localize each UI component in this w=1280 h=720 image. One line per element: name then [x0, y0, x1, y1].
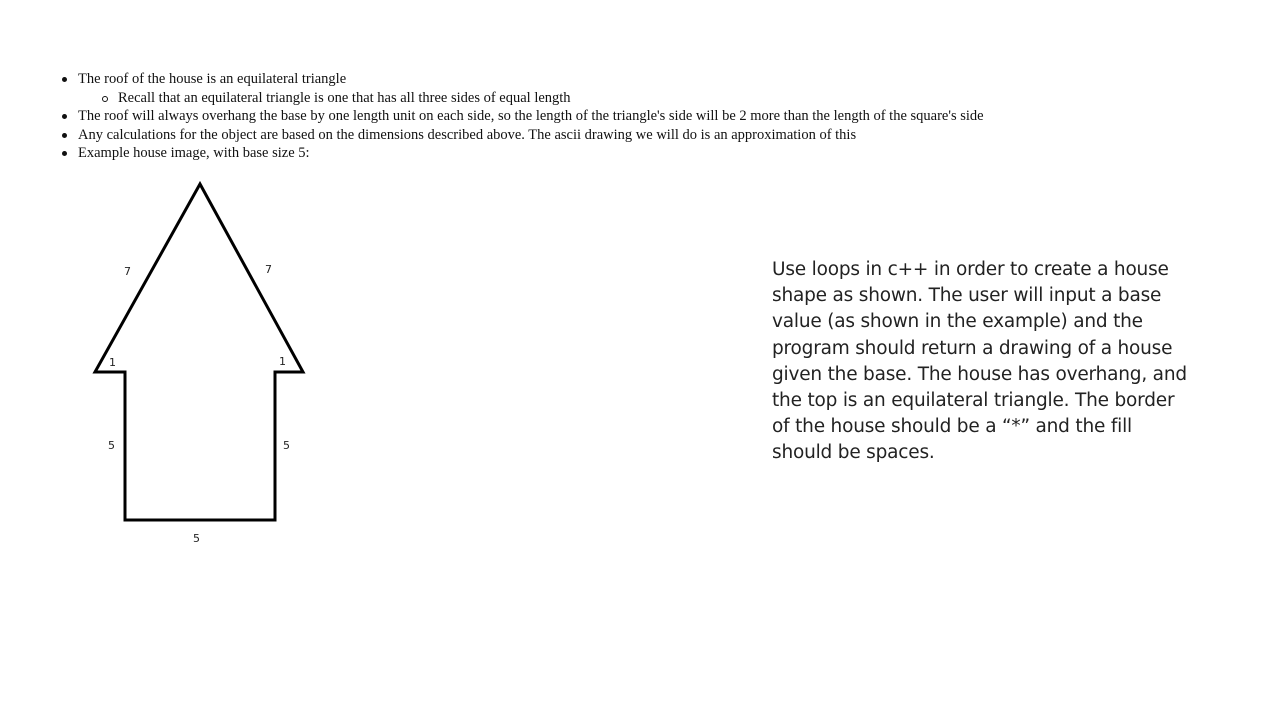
bullet-calculations: [60, 126, 984, 145]
wall-left-label: 5: [108, 439, 115, 452]
house-diagram: [80, 170, 320, 565]
requirements-list: [60, 70, 984, 163]
bullet-roof-overhang: [60, 107, 984, 126]
overhang-left-label: 1: [109, 356, 116, 369]
bullet-text: The roof will always overhang the base by one length unit on each side, so the length of the triangle's side will be 2 more than the length of the square's side: [78, 108, 984, 124]
sub-bullet-text: Recall that an equilateral triangle is one that has all three sides of equal length: [118, 89, 571, 106]
roof-right-label: 7: [265, 263, 272, 276]
house-outline: [95, 184, 303, 520]
overhang-right-label: 1: [279, 355, 286, 368]
wall-right-label: 5: [283, 439, 290, 452]
bullet-example: [60, 144, 984, 163]
roof-left-label: 7: [124, 265, 131, 278]
base-label: 5: [193, 532, 200, 545]
bullet-roof-shape: [60, 70, 984, 107]
bullet-text: Any calculations for the object are based on the dimensions described above. The ascii drawing we will do is an approximation of this: [78, 126, 857, 143]
house-diagram-svg: [80, 170, 320, 560]
bullet-text: Example house image, with base size 5:: [78, 145, 310, 161]
instructions-text: Use loops in c++ in order to create a house shape as shown. The user will input a base value (as shown in the example) and the program should return a drawing of a house given the base. The house has overhang, and the top is an equilateral triangle. The border of the house should be a “*” and the fill should be spaces.: [772, 259, 1187, 464]
sub-bullet-equilateral-definition: [100, 89, 984, 108]
bullet-text: The roof of the house is an equilateral triangle: [78, 71, 347, 87]
sub-list: [78, 89, 984, 108]
